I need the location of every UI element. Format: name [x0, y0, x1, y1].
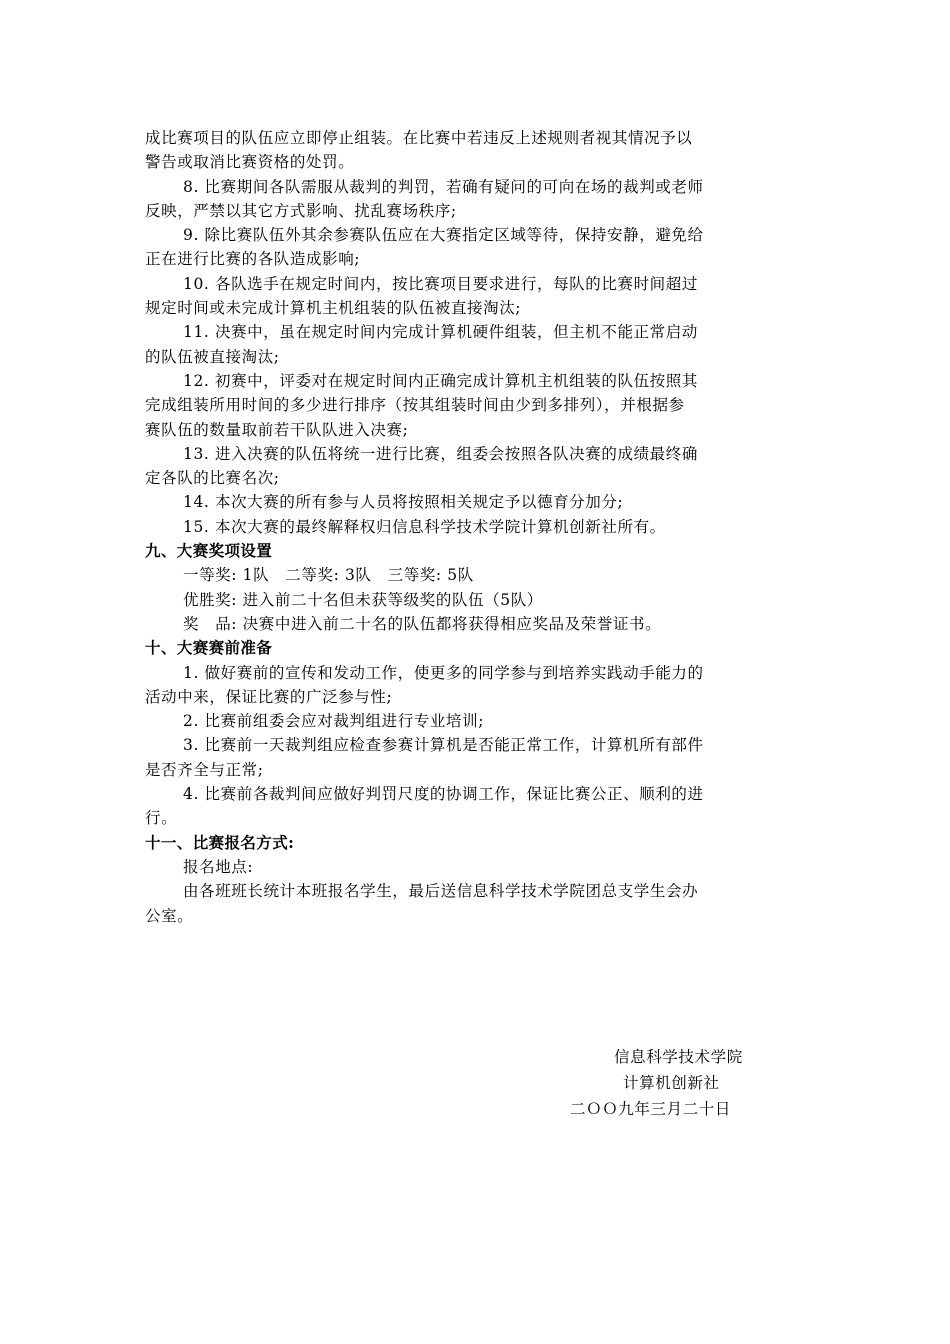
paragraph-line: 是否齐全与正常;: [145, 760, 264, 779]
rule-9-line: 9. 除比赛队伍外其余参赛队伍应在大赛指定区域等待，保持安静，避免给: [183, 226, 704, 245]
rule-11-line: 11. 决赛中，虽在规定时间内完成计算机硬件组装，但主机不能正常启动: [183, 323, 698, 342]
paragraph-line: 反映，严禁以其它方式影响、扰乱赛场秩序;: [145, 201, 457, 220]
rule-8-line: 8. 比赛期间各队需服从裁判的判罚，若确有疑问的可向在场的裁判或老师: [183, 177, 704, 196]
registration-detail-line: 由各班班长统计本班报名学生，最后送信息科学技术学院团总支学生会办: [183, 882, 699, 901]
registration-location-label: 报名地点:: [183, 857, 254, 876]
paragraph-line: 行。: [145, 809, 178, 828]
section-heading-preparation: 十、大赛赛前准备: [145, 638, 273, 658]
signature-club: 计算机创新社: [623, 1074, 720, 1092]
paragraph-line: 赛队伍的数量取前若干队队进入决赛;: [145, 420, 409, 439]
document-body: [145, 126, 810, 928]
paragraph-line: 活动中来，保证比赛的广泛参与性;: [145, 687, 393, 706]
paragraph-line: 的队伍被直接淘汰;: [145, 347, 280, 366]
paragraph-line: 公室。: [145, 906, 194, 925]
rule-15-line: 15. 本次大赛的最终解释权归信息科学技术学院计算机创新社所有。: [183, 517, 666, 536]
merit-award-line: 优胜奖: 进入前二十名但未获等级奖的队伍（5队）: [183, 590, 543, 609]
signature-org: 信息科学技术学院: [614, 1048, 743, 1066]
paragraph-line: 正在进行比赛的各队造成影响;: [145, 250, 361, 269]
signature-date: 二ＯＯ九年三月二十日: [570, 1100, 732, 1118]
paragraph-line: 完成组装所用时间的多少进行排序（按其组装时间由少到多排列），并根据参: [145, 396, 685, 415]
prep-3-line: 3. 比赛前一天裁判组应检查参赛计算机是否能正常工作，计算机所有部件: [183, 736, 704, 755]
section-heading-registration: 十一、比赛报名方式:: [145, 832, 295, 852]
rule-10-line: 10. 各队选手在规定时间内，按比赛项目要求进行，每队的比赛时间超过: [183, 274, 698, 293]
paragraph-line: 规定时间或未完成计算机主机组装的队伍被直接淘汰;: [145, 299, 522, 318]
paragraph-line: 警告或取消比赛资格的处罚。: [145, 153, 355, 172]
award-tiers-line: 一等奖: 1队 二等奖: 3队 三等奖: 5队: [183, 566, 474, 585]
prep-4-line: 4. 比赛前各裁判间应做好判罚尺度的协调工作，保证比赛公正、顺利的进: [183, 785, 704, 804]
paragraph-line: 成比赛项目的队伍应立即停止组装。在比赛中若违反上述规则者视其情况予以: [145, 129, 693, 147]
prep-1-line: 1. 做好赛前的宣传和发动工作，使更多的同学参与到培养实践动手能力的: [183, 663, 704, 682]
prep-2-line: 2. 比赛前组委会应对裁判组进行专业培训;: [183, 712, 485, 731]
paragraph-line: 定各队的比赛名次;: [145, 469, 280, 488]
rule-14-line: 14. 本次大赛的所有参与人员将按照相关规定予以德育分加分;: [183, 493, 624, 512]
rule-13-line: 13. 进入决赛的队伍将统一进行比赛，组委会按照各队决赛的成绩最终确: [183, 444, 698, 463]
prizes-line: 奖 品: 决赛中进入前二十名的队伍都将获得相应奖品及荣誉证书。: [183, 614, 662, 633]
rule-12-line: 12. 初赛中，评委对在规定时间内正确完成计算机主机组装的队伍按照其: [183, 371, 698, 390]
section-heading-awards: 九、大赛奖项设置: [145, 541, 273, 561]
